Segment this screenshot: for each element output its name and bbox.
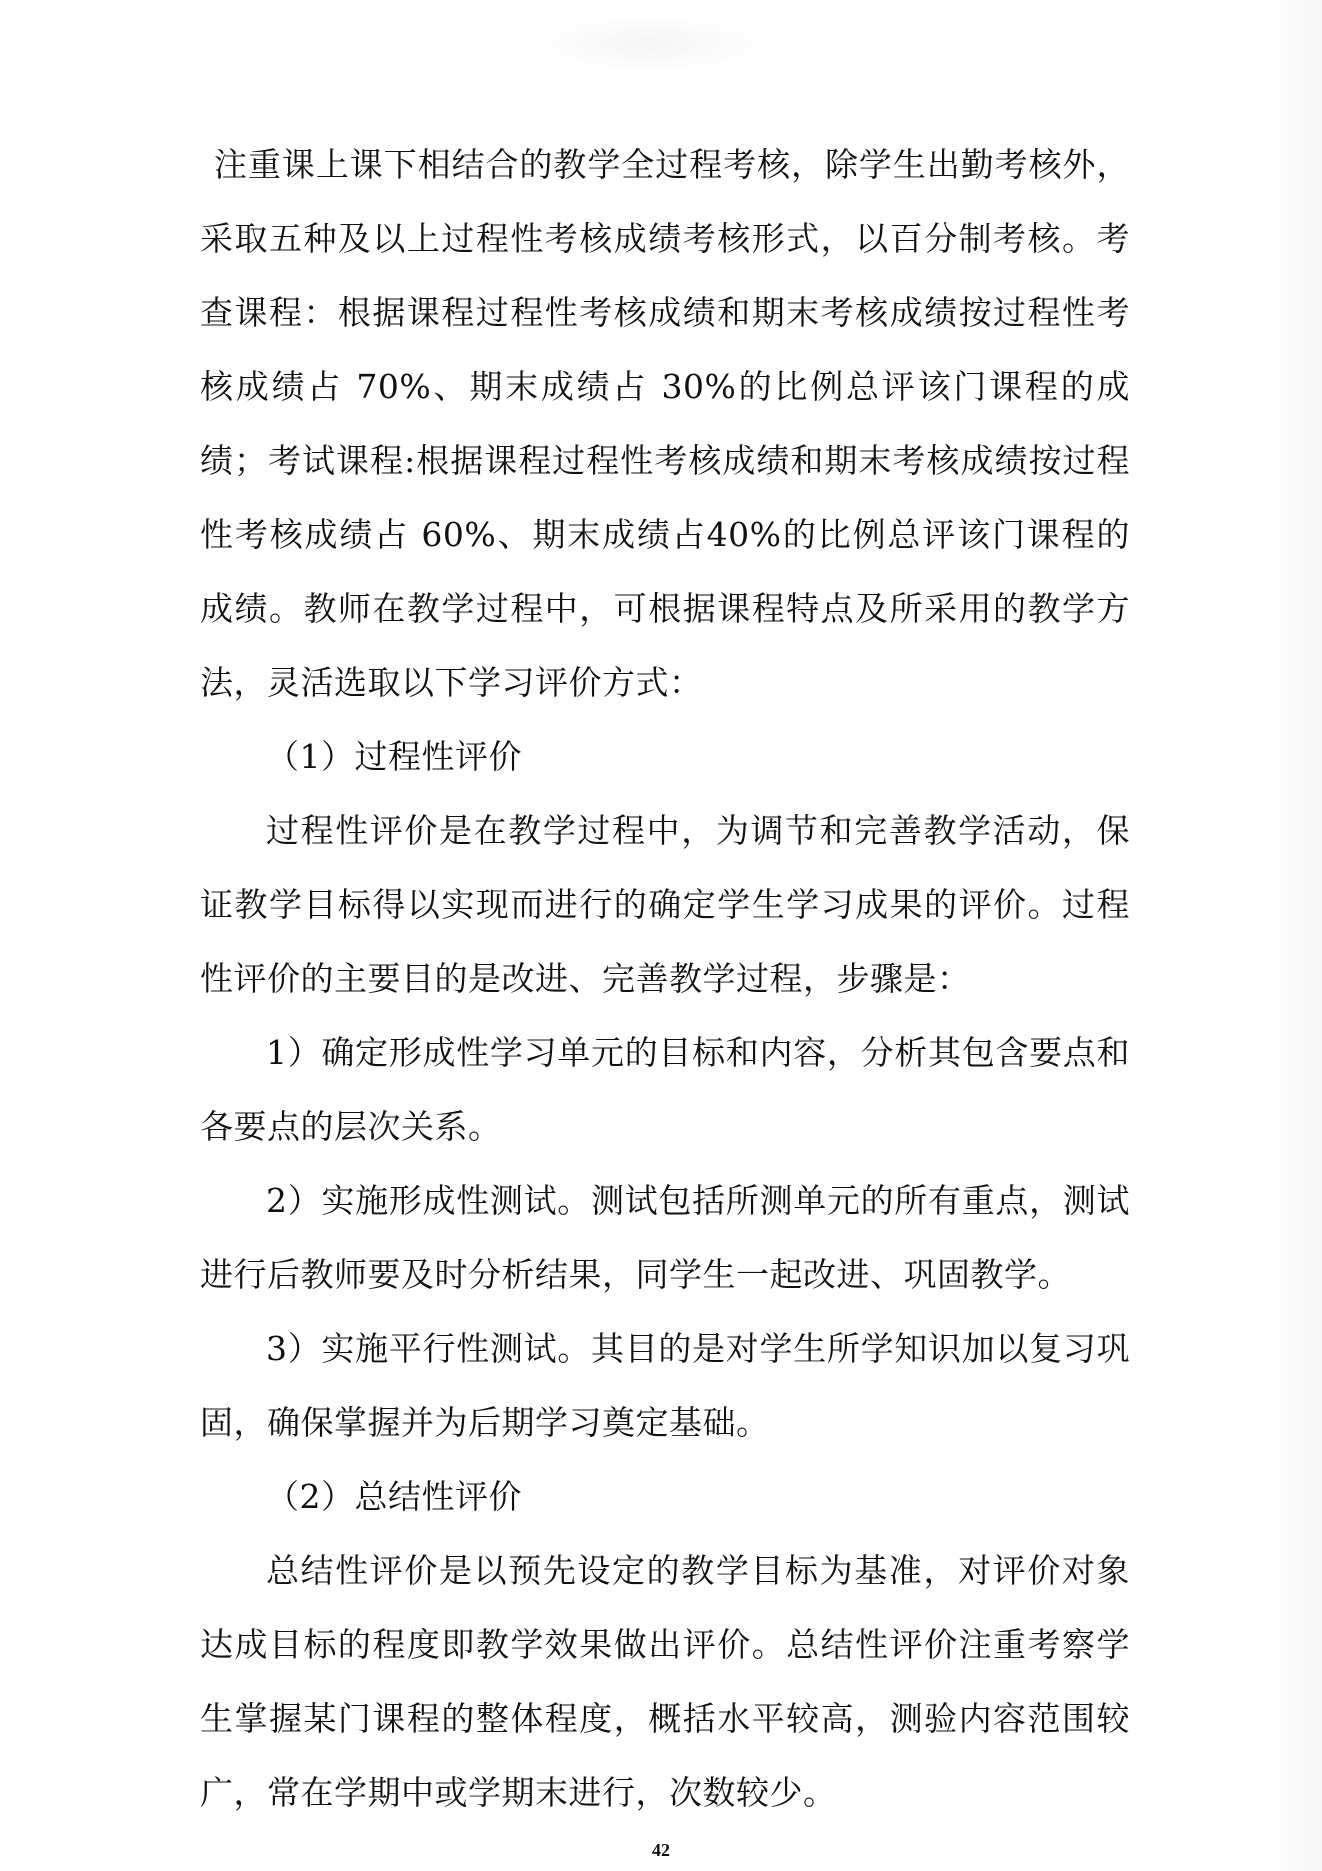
list-item-step-1: 1）确定形成性学习单元的目标和内容，分析其包含要点和各要点的层次关系。: [200, 1033, 1130, 1146]
list-item-step-2: 2）实施形成性测试。测试包括所测单元的所有重点，测试进行后教师要及时分析结果，同学生一起改进、巩固教学。: [200, 1181, 1130, 1294]
page-number: 42: [652, 1840, 670, 1860]
scan-edge: [1262, 0, 1322, 1871]
body-text: [200, 128, 1130, 1830]
scan-shadow: [520, 14, 780, 74]
list-item-step-3: 3）实施平行性测试。其目的是对学生所学知识加以复习巩固，确保掌握并为后期学习奠定基础。: [200, 1329, 1130, 1442]
section-heading-process-evaluation: （1）过程性评价: [266, 737, 522, 776]
section-heading-summative-evaluation: （2）总结性评价: [266, 1477, 522, 1516]
paragraph-assessment-rules: 注重课上课下相结合的教学全过程考核，除学生出勤考核外，采取五种及以上过程性考核成绩考核形式，以百分制考核。考查课程：根据课程过程性考核成绩和期末考核成绩按过程性考核成绩占 70%、期末成绩占 30%的比例总评该门课程的成绩；考试课程:根据课程过程性考核成绩和期末考核成绩按过程性考核成绩占 60%、期末成绩占40%的比例总评该门课程的成绩。教师在教学过程中，可根据课程特点及所采用的教学方法，灵活选取以下学习评价方式：: [200, 145, 1130, 702]
paragraph-process-evaluation: 过程性评价是在教学过程中，为调节和完善教学活动，保证教学目标得以实现而进行的确定学生学习成果的评价。过程性评价的主要目的是改进、完善教学过程，步骤是：: [200, 811, 1130, 998]
paragraph-summative-evaluation: 总结性评价是以预先设定的教学目标为基准，对评价对象达成目标的程度即教学效果做出评价。总结性评价注重考察学生掌握某门课程的整体程度，概括水平较高，测验内容范围较广，常在学期中或学期末进行，次数较少。: [200, 1551, 1130, 1812]
